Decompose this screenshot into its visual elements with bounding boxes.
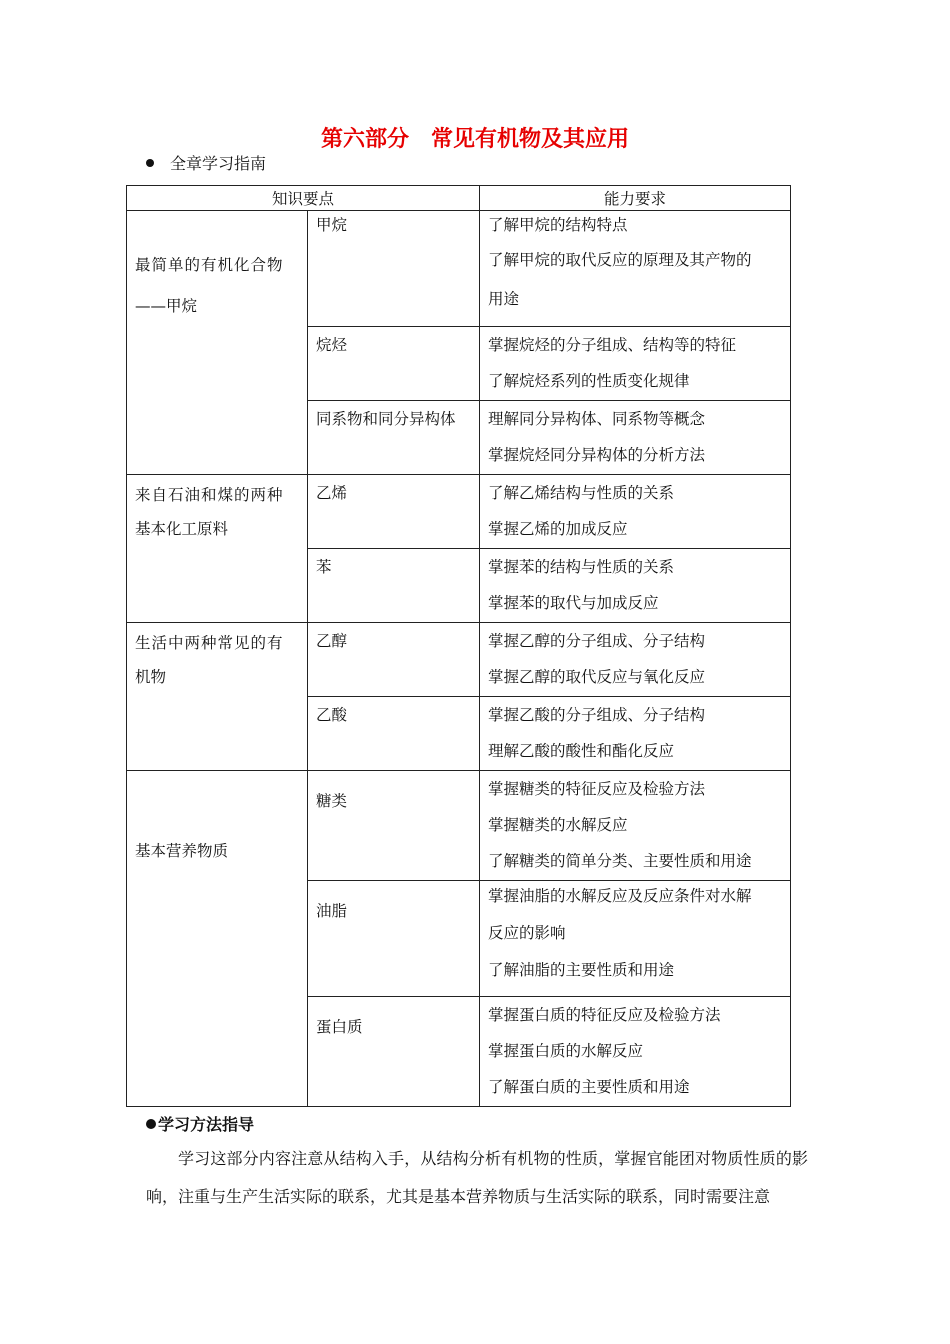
subtopic-label: 糖类 [316,792,348,810]
requirement-line: 了解甲烷的结构特点 [488,216,628,234]
requirement-line: 理解乙酸的酸性和酯化反应 [488,742,675,760]
subtopic-label: 乙酸 [316,706,348,724]
knowledge-table [126,185,791,1107]
requirement-cell [480,327,791,401]
topic-label: 机物 [135,668,167,686]
requirement-cell [480,211,791,327]
topic-cell [127,771,308,1107]
topic-label: ——甲烷 [135,297,198,315]
method-heading [146,1112,254,1135]
page-title: 第六部分 常见有机物及其应用 [320,127,629,152]
subtopic-cell [308,697,480,771]
requirement-line: 掌握乙烯的加成反应 [488,520,628,538]
requirement-line: 了解糖类的简单分类、主要性质和用途 [488,852,752,870]
requirement-line: 掌握乙醇的取代反应与氧化反应 [488,668,706,686]
requirement-cell [480,475,791,549]
guide-heading [146,151,266,174]
subtopic-label: 乙烯 [316,484,348,502]
requirement-line: 了解甲烷的取代反应的原理及其产物的 [488,251,752,269]
topic-cell [127,623,308,771]
topic-cell [127,475,308,623]
subtopic-cell [308,997,480,1107]
subtopic-cell [308,475,480,549]
requirement-line: 掌握烷烃同分异构体的分析方法 [488,446,706,464]
topic-label: 最简单的有机化合物 [135,256,284,274]
requirement-line: 掌握苯的结构与性质的关系 [488,558,675,576]
subtopic-label: 蛋白质 [316,1018,363,1036]
table-header-row [127,186,791,211]
requirement-line: 掌握蛋白质的水解反应 [488,1042,644,1060]
method-paragraph: 学习这部分内容注意从结构入手，从结构分析有机物的性质，掌握官能团对物质性质的影响，注重与生产生活实际的联系，尤其是基本营养物质与生活实际的联系，同时需要注意 [146,1149,808,1206]
subtopic-cell [308,549,480,623]
topic-label: 来自石油和煤的两种 [135,486,284,504]
requirement-line: 了解蛋白质的主要性质和用途 [488,1078,690,1096]
subtopic-cell [308,327,480,401]
bullet-icon [146,159,154,167]
requirement-line: 掌握乙醇的分子组成、分子结构 [488,632,706,650]
requirement-line: 掌握糖类的水解反应 [488,816,628,834]
subtopic-label: 甲烷 [316,216,348,234]
subtopic-label: 苯 [316,558,332,576]
requirement-line: 用途 [488,290,520,308]
requirement-line: 掌握烷烃的分子组成、结构等的特征 [488,336,737,354]
subtopic-cell [308,771,480,881]
method-heading-text: 学习方法指导 [158,1115,255,1134]
requirement-line: 掌握乙酸的分子组成、分子结构 [488,706,706,724]
requirement-cell [480,623,791,697]
requirement-cell [480,881,791,997]
requirement-line: 反应的影响 [488,924,566,942]
requirement-cell [480,549,791,623]
subtopic-label: 同系物和同分异构体 [316,410,456,428]
subtopic-cell [308,211,480,327]
requirement-line: 理解同分异构体、同系物等概念 [488,410,706,428]
table-row [127,475,791,549]
header-ability: 能力要求 [480,186,791,211]
requirement-cell [480,697,791,771]
requirement-line: 掌握蛋白质的特征反应及检验方法 [488,1006,721,1024]
topic-cell [127,211,308,475]
subtopic-label: 烷烃 [316,336,348,354]
requirement-line: 了解油脂的主要性质和用途 [488,961,675,979]
requirement-line: 掌握油脂的水解反应及反应条件对水解 [488,887,752,905]
subtopic-cell [308,623,480,697]
guide-heading-text: 全章学习指南 [170,154,267,173]
topic-label: 基本营养物质 [135,842,229,860]
header-knowledge: 知识要点 [127,186,480,211]
subtopic-label: 乙醇 [316,632,348,650]
requirement-line: 了解烷烃系列的性质变化规律 [488,372,690,390]
table-row [127,771,791,881]
table-row [127,211,791,327]
requirement-line: 掌握苯的取代与加成反应 [488,594,659,612]
requirement-cell [480,997,791,1107]
requirement-line: 掌握糖类的特征反应及检验方法 [488,780,706,798]
topic-label: 生活中两种常见的有 [135,634,284,652]
subtopic-cell [308,401,480,475]
requirement-cell [480,401,791,475]
requirement-cell [480,771,791,881]
subtopic-cell [308,881,480,997]
subtopic-label: 油脂 [316,902,348,920]
requirement-line: 了解乙烯结构与性质的关系 [488,484,675,502]
table-row [127,623,791,697]
topic-label: 基本化工原料 [135,520,229,538]
bullet-icon [146,1119,156,1129]
